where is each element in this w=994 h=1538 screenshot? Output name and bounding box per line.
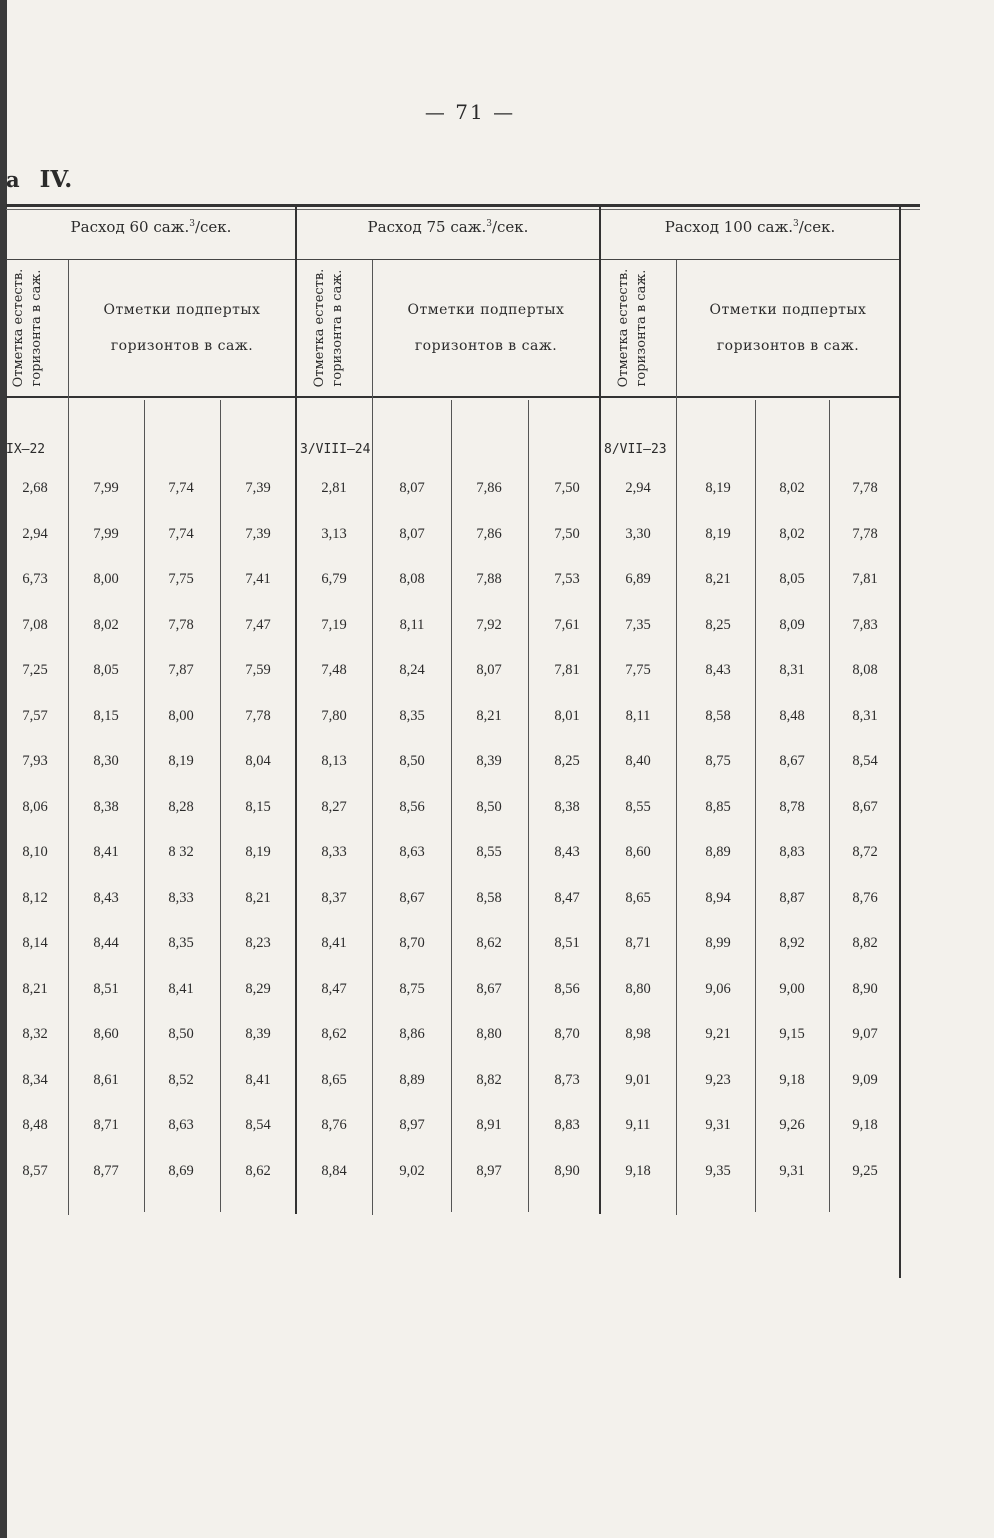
- natural-level-cell: 8,34: [22, 1071, 48, 1088]
- natural-level-cell: 8,12: [22, 889, 48, 906]
- backwater-level-cell: 7,50: [554, 525, 580, 542]
- backwater-level-cell: 8,08: [399, 571, 425, 587]
- backwater-level-cell: 8,97: [476, 1162, 502, 1179]
- natural-level-cell: 8,57: [22, 1162, 48, 1179]
- backwater-level-cell: 7,47: [245, 616, 271, 633]
- natural-level-cell: 8,21: [22, 980, 48, 997]
- backwater-level-cell: 9,35: [705, 1162, 731, 1179]
- natural-level-cell: 8,80: [625, 980, 651, 997]
- natural-level-cell: 7,80: [321, 707, 347, 724]
- value-column-divider: [528, 400, 529, 1212]
- backwater-level-cell: 8,02: [779, 525, 805, 542]
- natural-level-cell: 2,94: [625, 480, 651, 496]
- group-header-text: Расход 60 саж.: [70, 218, 190, 236]
- group-subheader-rule: [600, 259, 900, 260]
- backwater-level-cell: 7,39: [245, 525, 271, 542]
- backwater-level-cell: 8,07: [399, 480, 425, 496]
- backwater-level-cell: 9,31: [705, 1117, 731, 1133]
- natural-level-cell: 2,94: [22, 525, 48, 542]
- natural-level-cell: 8,11: [625, 707, 651, 724]
- natural-level-line-1: Отметка естеств.: [312, 268, 327, 388]
- natural-level-cell: 7,25: [22, 662, 48, 678]
- backwater-level-cell: 8,69: [168, 1162, 194, 1179]
- backwater-level-cell: 8,28: [168, 798, 194, 815]
- value-column-divider: [144, 400, 145, 1212]
- backwater-level-cell: 8,19: [705, 525, 731, 542]
- natural-level-cell: 7,48: [321, 662, 347, 678]
- backwater-level-cell: 9,09: [852, 1071, 878, 1088]
- backwater-level-cell: 8,73: [554, 1071, 580, 1088]
- backwater-level-cell: 9,23: [705, 1071, 731, 1088]
- marks-label-line-1: Отметки подпертых: [709, 302, 867, 318]
- backwater-level-cell: 8,00: [168, 707, 194, 724]
- backwater-level-cell: 8,90: [852, 980, 878, 997]
- natural-level-cell: 8,13: [321, 753, 347, 769]
- backwater-level-cell: 8,91: [476, 1117, 502, 1133]
- backwater-level-cell: 9,02: [399, 1162, 425, 1179]
- natural-level-line-2: горизонта в саж.: [634, 269, 649, 387]
- backwater-level-cell: 7,78: [245, 707, 271, 724]
- backwater-level-cell: 7,87: [168, 662, 194, 678]
- backwater-level-cell: 7,81: [852, 571, 878, 587]
- backwater-level-cell: 8,35: [168, 935, 194, 951]
- natural-level-label-text: [615, 263, 665, 393]
- natural-level-label: [298, 263, 374, 393]
- backwater-level-cell: 9,18: [852, 1117, 878, 1133]
- backwater-level-cell: 8,80: [476, 1026, 502, 1042]
- natural-level-cell: 8,65: [321, 1071, 347, 1088]
- backwater-level-cell: 8,92: [779, 935, 805, 951]
- value-column-divider: [220, 400, 221, 1212]
- backwater-level-cell: 8,41: [245, 1071, 271, 1088]
- backwater-marks-label: [372, 292, 600, 364]
- observation-date: IX—22: [6, 442, 46, 457]
- unit-suffix: /сек.: [798, 218, 836, 236]
- backwater-level-cell: 8,15: [93, 707, 119, 724]
- backwater-level-cell: 8,43: [93, 889, 119, 906]
- group-divider: [295, 206, 297, 1214]
- marks-label-line-1: Отметки подпертых: [407, 302, 565, 318]
- backwater-level-cell: 8,38: [93, 798, 119, 815]
- backwater-level-cell: 8,21: [476, 707, 502, 724]
- page-number: — 71 —: [424, 100, 516, 124]
- backwater-level-cell: 8,67: [399, 889, 425, 906]
- backwater-level-cell: 8,83: [554, 1117, 580, 1133]
- unit-superscript: 3: [793, 219, 799, 229]
- backwater-level-cell: 8,82: [476, 1071, 502, 1088]
- backwater-level-cell: 8,86: [399, 1026, 425, 1042]
- header-bottom-rule: [6, 396, 900, 398]
- marks-label-line-2: горизонтов в саж.: [414, 338, 558, 354]
- natural-level-cell: 7,93: [22, 753, 48, 769]
- marks-label-line-2: горизонтов в саж.: [716, 338, 860, 354]
- natural-level-cell: 7,75: [625, 662, 651, 678]
- natural-level-cell: 8,47: [321, 980, 347, 997]
- natural-level-cell: 8,60: [625, 844, 651, 860]
- backwater-level-cell: 8,09: [779, 616, 805, 633]
- backwater-level-cell: 8,01: [554, 707, 580, 724]
- value-column-divider: [755, 400, 756, 1212]
- backwater-level-cell: 9,21: [705, 1026, 731, 1042]
- natural-level-label: [4, 263, 66, 393]
- backwater-level-cell: 8,44: [93, 935, 119, 951]
- backwater-level-cell: 9,18: [779, 1071, 805, 1088]
- backwater-level-cell: 8,29: [245, 980, 271, 997]
- natural-level-cell: 3,30: [625, 525, 651, 542]
- backwater-level-cell: 8,72: [852, 844, 878, 860]
- natural-column-divider: [372, 260, 373, 1215]
- backwater-level-cell: 8,89: [399, 1071, 425, 1088]
- natural-level-line-2: горизонта в саж.: [29, 269, 44, 387]
- group-header: [6, 218, 296, 236]
- backwater-level-cell: 8,43: [554, 844, 580, 860]
- natural-level-cell: 8,65: [625, 889, 651, 906]
- unit-suffix: /сек.: [491, 218, 529, 236]
- backwater-level-cell: 9,25: [852, 1162, 878, 1179]
- backwater-level-cell: 8,19: [245, 844, 271, 860]
- backwater-level-cell: 8,52: [168, 1071, 194, 1088]
- backwater-level-cell: 7,83: [852, 616, 878, 633]
- backwater-level-cell: 8,58: [705, 707, 731, 724]
- natural-level-line-2: горизонта в саж.: [330, 269, 345, 387]
- backwater-level-cell: 9,15: [779, 1026, 805, 1042]
- backwater-level-cell: 7,74: [168, 525, 194, 542]
- backwater-level-cell: 8,47: [554, 889, 580, 906]
- backwater-level-cell: 9,07: [852, 1026, 878, 1042]
- natural-level-label-text: [311, 263, 361, 393]
- backwater-level-cell: 9,00: [779, 980, 805, 997]
- backwater-level-cell: 8,56: [554, 980, 580, 997]
- backwater-level-cell: 8,67: [476, 980, 502, 997]
- backwater-level-cell: 7,53: [554, 571, 580, 587]
- group-header-text: Расход 100 саж.: [664, 218, 794, 236]
- backwater-level-cell: 8,00: [93, 571, 119, 587]
- backwater-marks-label: [676, 292, 900, 364]
- group-subheader-rule: [6, 259, 296, 260]
- backwater-level-cell: 7,59: [245, 662, 271, 678]
- value-column-divider: [451, 400, 452, 1212]
- backwater-level-cell: 8,31: [779, 662, 805, 678]
- backwater-level-cell: 8,30: [93, 753, 119, 769]
- backwater-level-cell: 8,31: [852, 707, 878, 724]
- backwater-level-cell: 7,99: [93, 480, 119, 496]
- backwater-level-cell: 8,77: [93, 1162, 119, 1179]
- backwater-level-cell: 8,70: [399, 935, 425, 951]
- backwater-level-cell: 8,51: [93, 980, 119, 997]
- natural-level-cell: 6,79: [321, 571, 347, 587]
- backwater-marks-label: [68, 292, 296, 364]
- backwater-level-cell: 8,71: [93, 1117, 119, 1133]
- natural-level-cell: 7,08: [22, 616, 48, 633]
- backwater-level-cell: 8,87: [779, 889, 805, 906]
- backwater-level-cell: 8,48: [779, 707, 805, 724]
- group-subheader-rule: [296, 259, 600, 260]
- table-caption: [6, 166, 72, 193]
- backwater-level-cell: 8,02: [93, 616, 119, 633]
- backwater-level-cell: 7,99: [93, 525, 119, 542]
- backwater-level-cell: 8,78: [779, 798, 805, 815]
- backwater-level-cell: 8,24: [399, 662, 425, 678]
- natural-level-cell: 8,32: [22, 1026, 48, 1042]
- backwater-level-cell: 9,26: [779, 1117, 805, 1133]
- backwater-level-cell: 7,61: [554, 616, 580, 633]
- backwater-level-cell: 8,35: [399, 707, 425, 724]
- natural-level-cell: 8,33: [321, 844, 347, 860]
- natural-level-cell: 9,11: [625, 1117, 651, 1133]
- backwater-level-cell: 8,61: [93, 1071, 119, 1088]
- natural-level-cell: 8,40: [625, 753, 651, 769]
- backwater-level-cell: 8,21: [245, 889, 271, 906]
- backwater-level-cell: 8,97: [399, 1117, 425, 1133]
- backwater-level-cell: 8,67: [779, 753, 805, 769]
- group-header: [600, 218, 900, 236]
- backwater-level-cell: 8,50: [476, 798, 502, 815]
- backwater-level-cell: 9,06: [705, 980, 731, 997]
- natural-level-cell: 8,62: [321, 1026, 347, 1042]
- backwater-level-cell: 8,07: [399, 525, 425, 542]
- backwater-level-cell: 8,19: [705, 480, 731, 496]
- backwater-level-cell: 8,94: [705, 889, 731, 906]
- backwater-level-cell: 8,99: [705, 935, 731, 951]
- natural-level-cell: 3,13: [321, 525, 347, 542]
- natural-level-cell: 8,27: [321, 798, 347, 815]
- natural-level-label: [602, 263, 678, 393]
- backwater-level-cell: 8,63: [399, 844, 425, 860]
- unit-suffix: /сек.: [194, 218, 232, 236]
- unit-superscript: 3: [189, 219, 195, 229]
- natural-level-cell: 8,10: [22, 844, 48, 860]
- backwater-level-cell: 7,81: [554, 662, 580, 678]
- natural-level-line-1: Отметка естеств.: [11, 268, 26, 388]
- backwater-level-cell: 8,50: [168, 1026, 194, 1042]
- backwater-level-cell: 8,67: [852, 798, 878, 815]
- backwater-level-cell: 8,90: [554, 1162, 580, 1179]
- backwater-level-cell: 8 32: [168, 844, 194, 860]
- caption-prefix: а: [6, 167, 20, 192]
- backwater-level-cell: 8,07: [476, 662, 502, 678]
- backwater-level-cell: 9,31: [779, 1162, 805, 1179]
- backwater-level-cell: 8,56: [399, 798, 425, 815]
- backwater-level-cell: 8,05: [93, 662, 119, 678]
- backwater-level-cell: 8,63: [168, 1117, 194, 1133]
- backwater-level-cell: 7,50: [554, 480, 580, 496]
- natural-level-cell: 8,76: [321, 1117, 347, 1133]
- observation-date: 8/VII—23: [604, 442, 667, 457]
- backwater-level-cell: 7,78: [852, 480, 878, 496]
- natural-level-cell: 8,37: [321, 889, 347, 906]
- backwater-level-cell: 8,54: [245, 1117, 271, 1133]
- backwater-level-cell: 8,62: [476, 935, 502, 951]
- backwater-level-cell: 8,89: [705, 844, 731, 860]
- backwater-level-cell: 8,55: [476, 844, 502, 860]
- marks-label-line-1: Отметки подпертых: [103, 302, 261, 318]
- natural-level-cell: 8,71: [625, 935, 651, 951]
- backwater-level-cell: 8,38: [554, 798, 580, 815]
- natural-level-cell: 8,48: [22, 1117, 48, 1133]
- backwater-level-cell: 8,85: [705, 798, 731, 815]
- backwater-level-cell: 8,39: [245, 1026, 271, 1042]
- table-top-rule: [6, 204, 920, 207]
- natural-level-cell: 7,35: [625, 616, 651, 633]
- backwater-level-cell: 8,25: [554, 753, 580, 769]
- backwater-level-cell: 7,75: [168, 571, 194, 587]
- backwater-level-cell: 8,39: [476, 753, 502, 769]
- backwater-level-cell: 8,62: [245, 1162, 271, 1179]
- backwater-level-cell: 8,82: [852, 935, 878, 951]
- backwater-level-cell: 8,76: [852, 889, 878, 906]
- natural-level-cell: 8,06: [22, 798, 48, 815]
- backwater-level-cell: 7,86: [476, 480, 502, 496]
- backwater-level-cell: 8,43: [705, 662, 731, 678]
- backwater-level-cell: 8,51: [554, 935, 580, 951]
- backwater-level-cell: 7,86: [476, 525, 502, 542]
- natural-level-cell: 7,57: [22, 707, 48, 724]
- natural-level-cell: 2,68: [22, 480, 48, 496]
- backwater-level-cell: 8,02: [779, 480, 805, 496]
- backwater-level-cell: 8,50: [399, 753, 425, 769]
- group-header: [296, 218, 600, 236]
- backwater-level-cell: 8,75: [705, 753, 731, 769]
- table-top-rule-thin: [6, 209, 920, 210]
- natural-level-cell: 8,14: [22, 935, 48, 951]
- backwater-level-cell: 8,05: [779, 571, 805, 587]
- caption-roman: IV.: [39, 166, 73, 193]
- backwater-level-cell: 8,19: [168, 753, 194, 769]
- backwater-level-cell: 8,25: [705, 616, 731, 633]
- backwater-level-cell: 7,88: [476, 571, 502, 587]
- backwater-level-cell: 7,41: [245, 571, 271, 587]
- backwater-level-cell: 8,41: [93, 844, 119, 860]
- unit-superscript: 3: [486, 219, 492, 229]
- natural-level-cell: 9,01: [625, 1071, 651, 1088]
- natural-level-cell: 8,41: [321, 935, 347, 951]
- natural-level-cell: 6,89: [625, 571, 651, 587]
- natural-level-cell: 6,73: [22, 571, 48, 587]
- backwater-level-cell: 8,23: [245, 935, 271, 951]
- backwater-level-cell: 8,83: [779, 844, 805, 860]
- backwater-level-cell: 8,70: [554, 1026, 580, 1042]
- backwater-level-cell: 8,21: [705, 571, 731, 587]
- backwater-level-cell: 8,60: [93, 1026, 119, 1042]
- backwater-level-cell: 8,33: [168, 889, 194, 906]
- natural-column-divider: [676, 260, 677, 1215]
- backwater-level-cell: 7,74: [168, 480, 194, 496]
- backwater-level-cell: 8,04: [245, 753, 271, 769]
- backwater-level-cell: 8,41: [168, 980, 194, 997]
- natural-level-label-text: [10, 263, 60, 393]
- natural-level-cell: 8,98: [625, 1026, 651, 1042]
- backwater-level-cell: 8,75: [399, 980, 425, 997]
- natural-level-cell: 7,19: [321, 616, 347, 633]
- backwater-level-cell: 8,11: [399, 616, 425, 633]
- natural-level-cell: 8,55: [625, 798, 651, 815]
- natural-level-line-1: Отметка естеств.: [616, 268, 631, 388]
- backwater-level-cell: 8,15: [245, 798, 271, 815]
- backwater-level-cell: 7,78: [168, 616, 194, 633]
- backwater-level-cell: 8,54: [852, 753, 878, 769]
- group-header-text: Расход 75 саж.: [367, 218, 487, 236]
- natural-level-cell: 9,18: [625, 1162, 651, 1179]
- backwater-level-cell: 7,92: [476, 616, 502, 633]
- natural-level-cell: 8,84: [321, 1162, 347, 1179]
- backwater-level-cell: 8,08: [852, 662, 878, 678]
- natural-level-cell: 2,81: [321, 480, 347, 496]
- backwater-level-cell: 7,78: [852, 525, 878, 542]
- marks-label-line-2: горизонтов в саж.: [110, 338, 254, 354]
- backwater-level-cell: 7,39: [245, 480, 271, 496]
- backwater-level-cell: 8,58: [476, 889, 502, 906]
- observation-date: 3/VIII—24: [300, 442, 371, 457]
